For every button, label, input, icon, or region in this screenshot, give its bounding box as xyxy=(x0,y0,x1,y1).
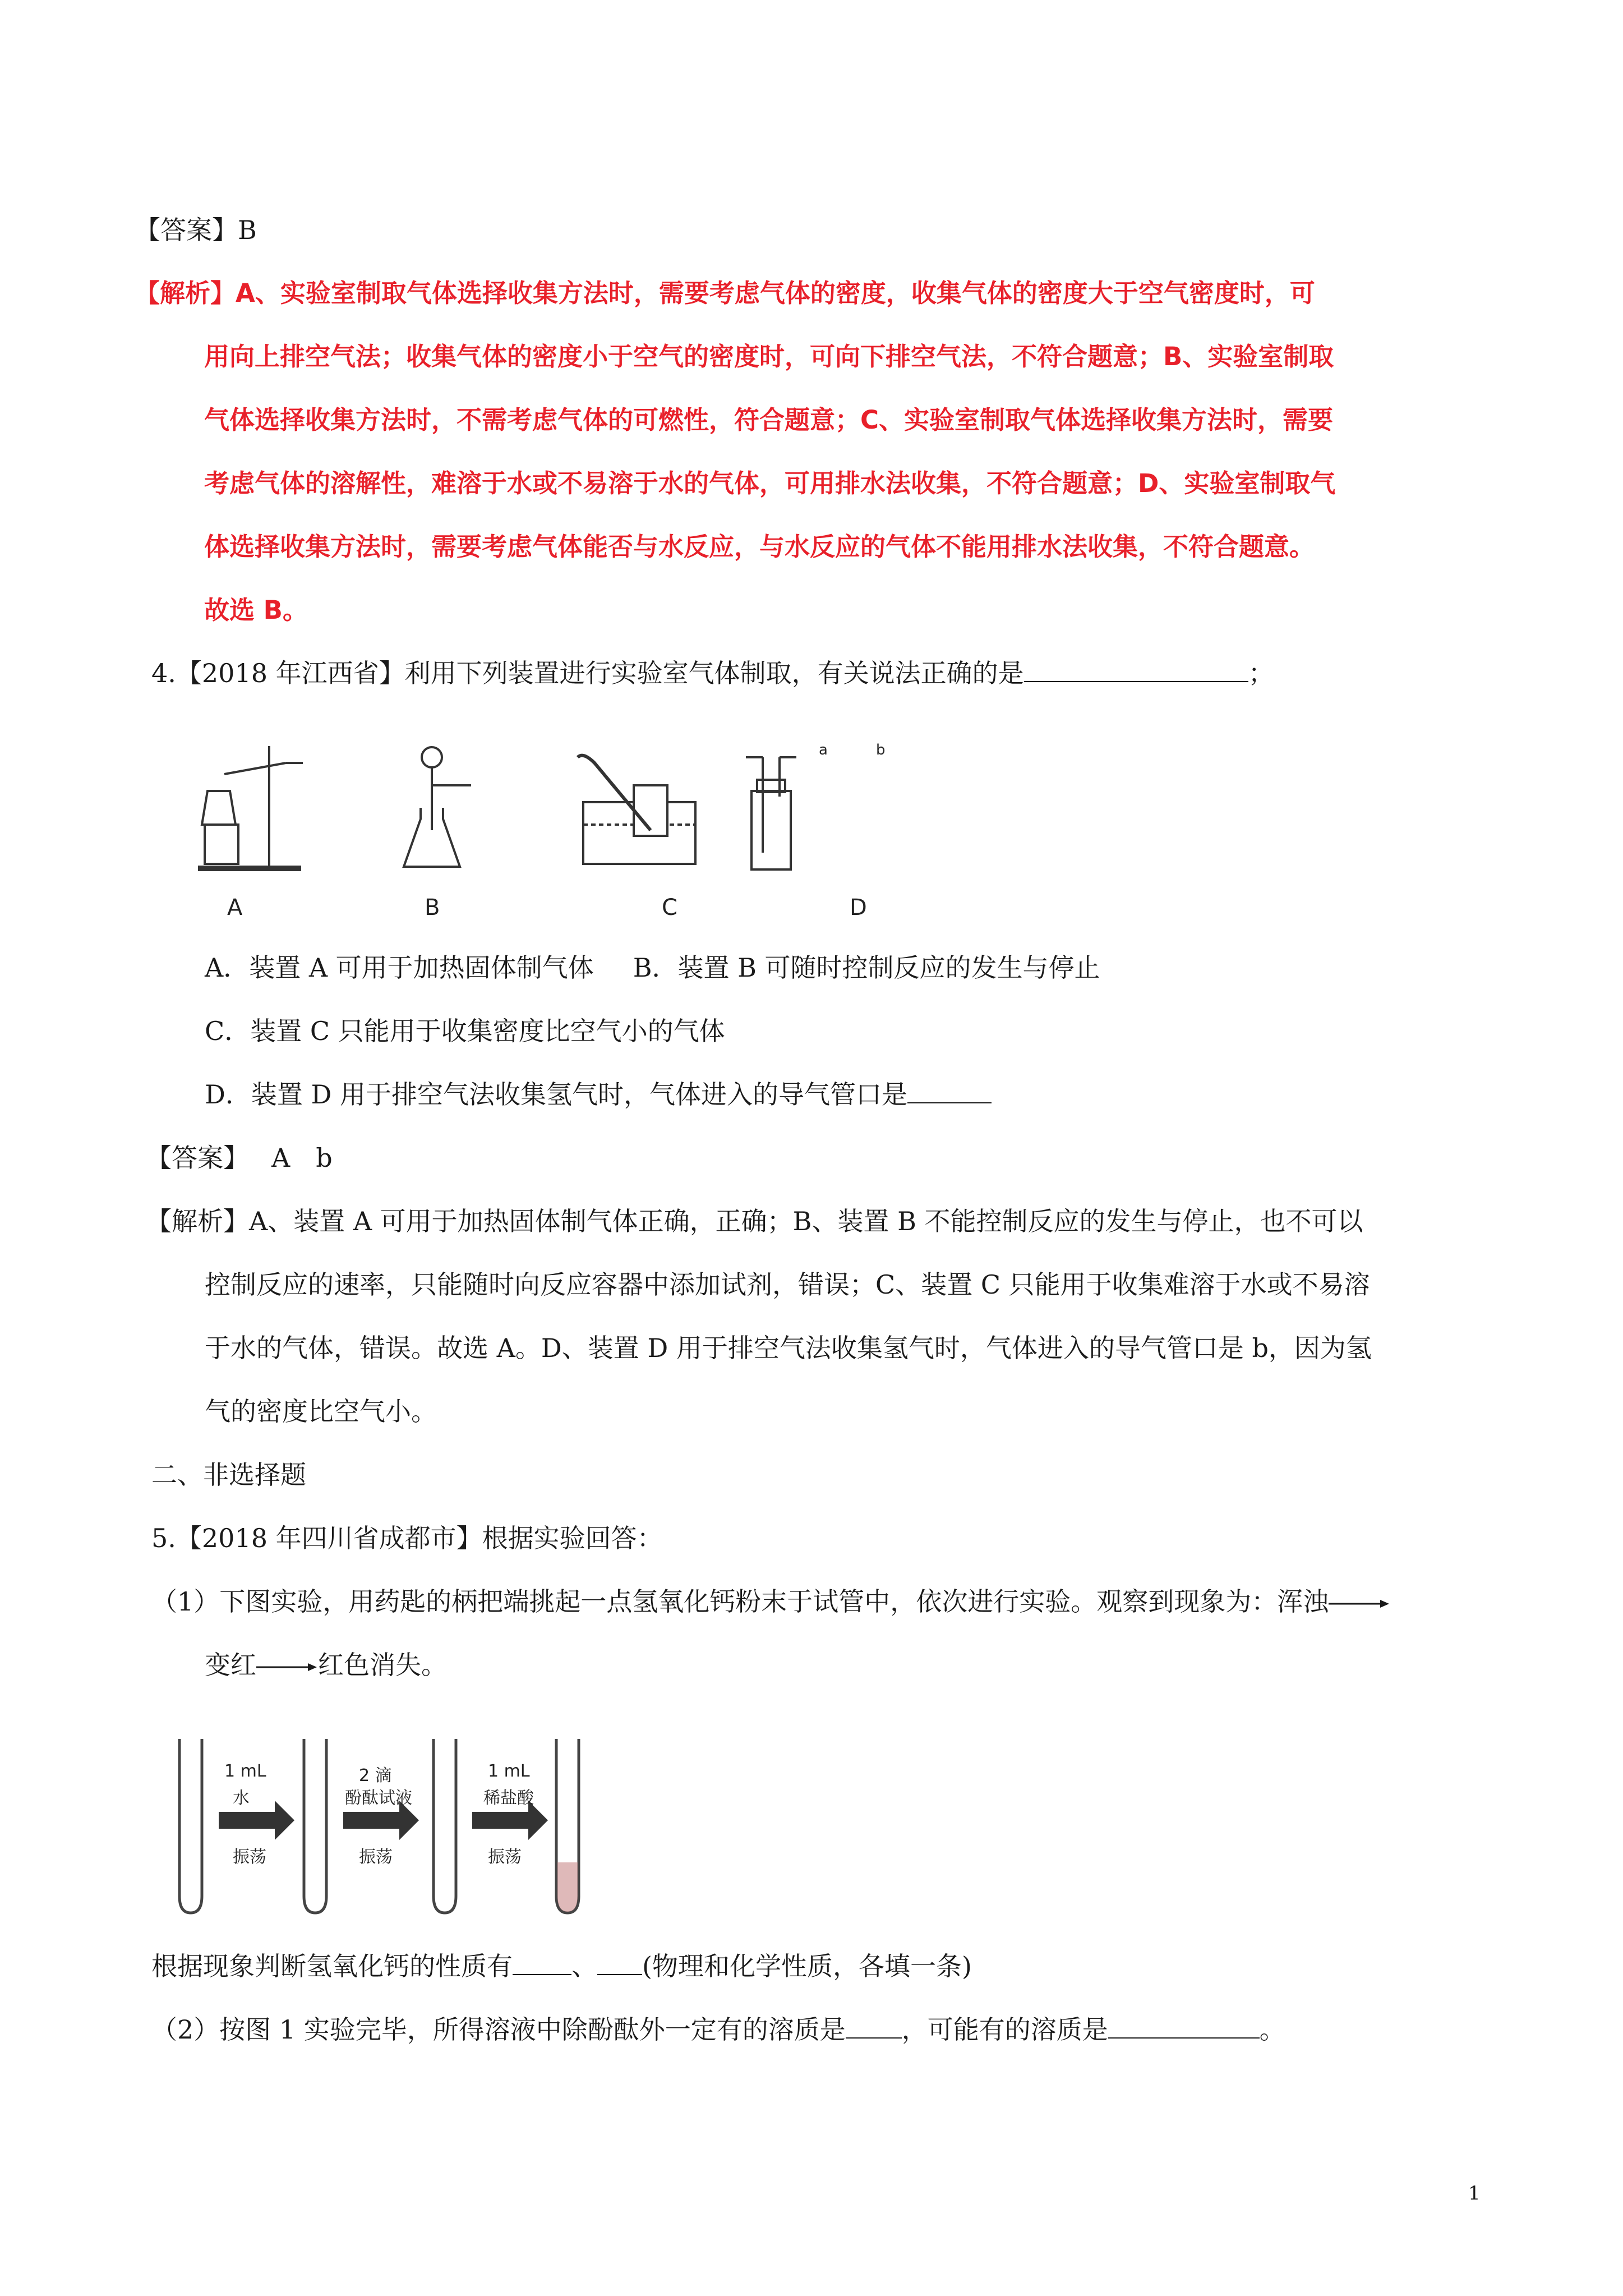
q5-part2-end: 。 xyxy=(1259,2014,1285,2045)
arrow-icon xyxy=(256,1662,318,1673)
step3-reagent: 稀盐酸 xyxy=(483,1788,534,1808)
analysis-label: 【解析】 xyxy=(135,278,236,308)
q4-analysis-line-1 xyxy=(146,1204,1363,1238)
step2-action: 振荡 xyxy=(359,1847,393,1867)
q4-answer xyxy=(146,1141,333,1175)
test-tube-1 xyxy=(179,1739,202,1913)
option-d-text: D．装置 D 用于排空气法收集氢气时，气体进入的导气管口是 xyxy=(205,1079,908,1110)
q5-stem: 5.【2018 年四川省成都市】根据实验回答： xyxy=(151,1523,663,1553)
option-a: A．装置 A 可用于加热固体制气体 xyxy=(205,953,594,983)
q4-stem-end: ； xyxy=(1248,658,1274,688)
analysis-line-5: 体选择收集方法时，需要考虑气体能否与水反应，与水反应的气体不能用排水法收集，不符合题意。 xyxy=(204,532,1315,562)
q5-blank-4 xyxy=(1108,2013,1260,2039)
option-b: B．装置 B 可随时控制反应的发生与停止 xyxy=(633,953,1100,983)
step2-reagent: 酚酞试液 xyxy=(345,1788,412,1808)
q4-blank xyxy=(1024,656,1248,682)
q4-analysis-line-2: 控制反应的速率，只能随时向反应容器中添加试剂，错误；C、装置 C 只能用于收集难溶于水或不易溶 xyxy=(205,1269,1370,1300)
page-number: 1 xyxy=(1468,2182,1481,2205)
step1-amount: 1 mL xyxy=(224,1761,266,1781)
q5-blank-3 xyxy=(846,2013,902,2039)
option-d-blank xyxy=(907,1078,992,1103)
q4-answer-value: A b xyxy=(271,1143,333,1173)
step3-action: 振荡 xyxy=(488,1847,522,1867)
q4-analysis-text: A、装置 A 可用于加热固体制气体正确，正确；B、装置 B 不能控制反应的发生与停止，也不可以 xyxy=(249,1206,1363,1236)
analysis-line-3: 气体选择收集方法时，不需考虑气体的可燃性，符合题意；C、实验室制取气体选择收集方法时，需要 xyxy=(204,405,1334,435)
q5-judge-text: 根据现象判断氢氧化钙的性质有 xyxy=(151,1951,513,1981)
q4-stem-text: 4.【2018 年江西省】利用下列装置进行实验室气体制取，有关说法正确的是 xyxy=(151,658,1024,688)
q4-options-ab xyxy=(205,951,1100,984)
q5-part1-line2 xyxy=(205,1648,447,1682)
option-d xyxy=(205,1078,992,1111)
apparatus-b-drawing xyxy=(404,747,471,867)
q5-part1-red: 变红 xyxy=(205,1650,256,1680)
test-tube-3 xyxy=(434,1739,456,1913)
q5-part2-text-2: ，可能有的溶质是 xyxy=(901,2014,1108,2045)
apparatus-c-drawing xyxy=(578,756,695,864)
apparatus-label-c: C xyxy=(662,895,677,921)
q5-part1-line1 xyxy=(151,1585,1390,1618)
q4-analysis-line-3: 于水的气体，错误。故选 A。D、装置 D 用于排空气法收集氢气时，气体进入的导气管口是 b，因为氢 xyxy=(205,1333,1372,1363)
analysis-text: A、实验室制取气体选择收集方法时，需要考虑气体的密度，收集气体的密度大于空气密度时，可 xyxy=(236,278,1315,308)
apparatus-label-d: D xyxy=(850,895,867,921)
test-tube-figure xyxy=(157,1728,600,1930)
q5-part1-faded: 红色消失。 xyxy=(318,1650,447,1680)
answer-label: 【答案】 xyxy=(135,215,238,245)
q5-part1-text: （1）下图实验，用药匙的柄把端挑起一点氢氧化钙粉末于试管中，依次进行实验。观察到现象为：浑浊 xyxy=(151,1586,1329,1617)
q5-judge-note: (物理和化学性质，各填一条) xyxy=(642,1951,972,1981)
arrow-icon xyxy=(1329,1598,1390,1609)
test-tube-2 xyxy=(304,1739,326,1913)
q5-part2 xyxy=(151,2013,1285,2046)
section-heading: 二、非选择题 xyxy=(151,1460,306,1490)
step1-reagent: 水 xyxy=(233,1788,250,1808)
analysis-line-6: 故选 B。 xyxy=(204,595,308,625)
q4-stem xyxy=(151,656,1274,690)
analysis-line-2: 用向上排空气法；收集气体的密度小于空气的密度时，可向下排空气法，不符合题意；B、实验室制取 xyxy=(204,342,1334,371)
q4-answer-label: 【答案】 xyxy=(146,1143,249,1173)
apparatus-figure xyxy=(191,740,897,931)
test-tube-4-liquid xyxy=(557,1862,578,1912)
answer-value: B xyxy=(238,215,257,245)
analysis-line-4: 考虑气体的溶解性，难溶于水或不易溶于水的气体，可用排水法收集，不符合题意；D、实验室制取气 xyxy=(204,468,1336,498)
q4-analysis-label: 【解析】 xyxy=(146,1206,249,1236)
q5-judge xyxy=(151,1949,972,1983)
tube-label-b: b xyxy=(876,742,886,758)
q5-blank-1 xyxy=(513,1949,571,1975)
apparatus-d-drawing xyxy=(746,757,796,869)
apparatus-label-a: A xyxy=(227,895,243,921)
step-arrow-1 xyxy=(219,1801,294,1840)
apparatus-a-drawing xyxy=(199,746,303,870)
step3-amount: 1 mL xyxy=(488,1761,530,1781)
q4-analysis-line-4: 气的密度比空气小。 xyxy=(205,1396,437,1427)
step2-amount: 2 滴 xyxy=(359,1766,392,1786)
q5-blank-2 xyxy=(597,1949,642,1975)
step1-action: 振荡 xyxy=(233,1847,266,1867)
q5-part2-text: （2）按图 1 实验完毕，所得溶液中除酚酞外一定有的溶质是 xyxy=(151,2014,846,2045)
answer-line-1 xyxy=(135,213,257,247)
apparatus-label-b: B xyxy=(425,895,440,921)
analysis-line-1 xyxy=(135,277,1315,310)
tube-label-a: a xyxy=(819,742,828,758)
q5-judge-sep: 、 xyxy=(571,1951,597,1981)
option-c: C．装置 C 只能用于收集密度比空气小的气体 xyxy=(205,1016,725,1046)
